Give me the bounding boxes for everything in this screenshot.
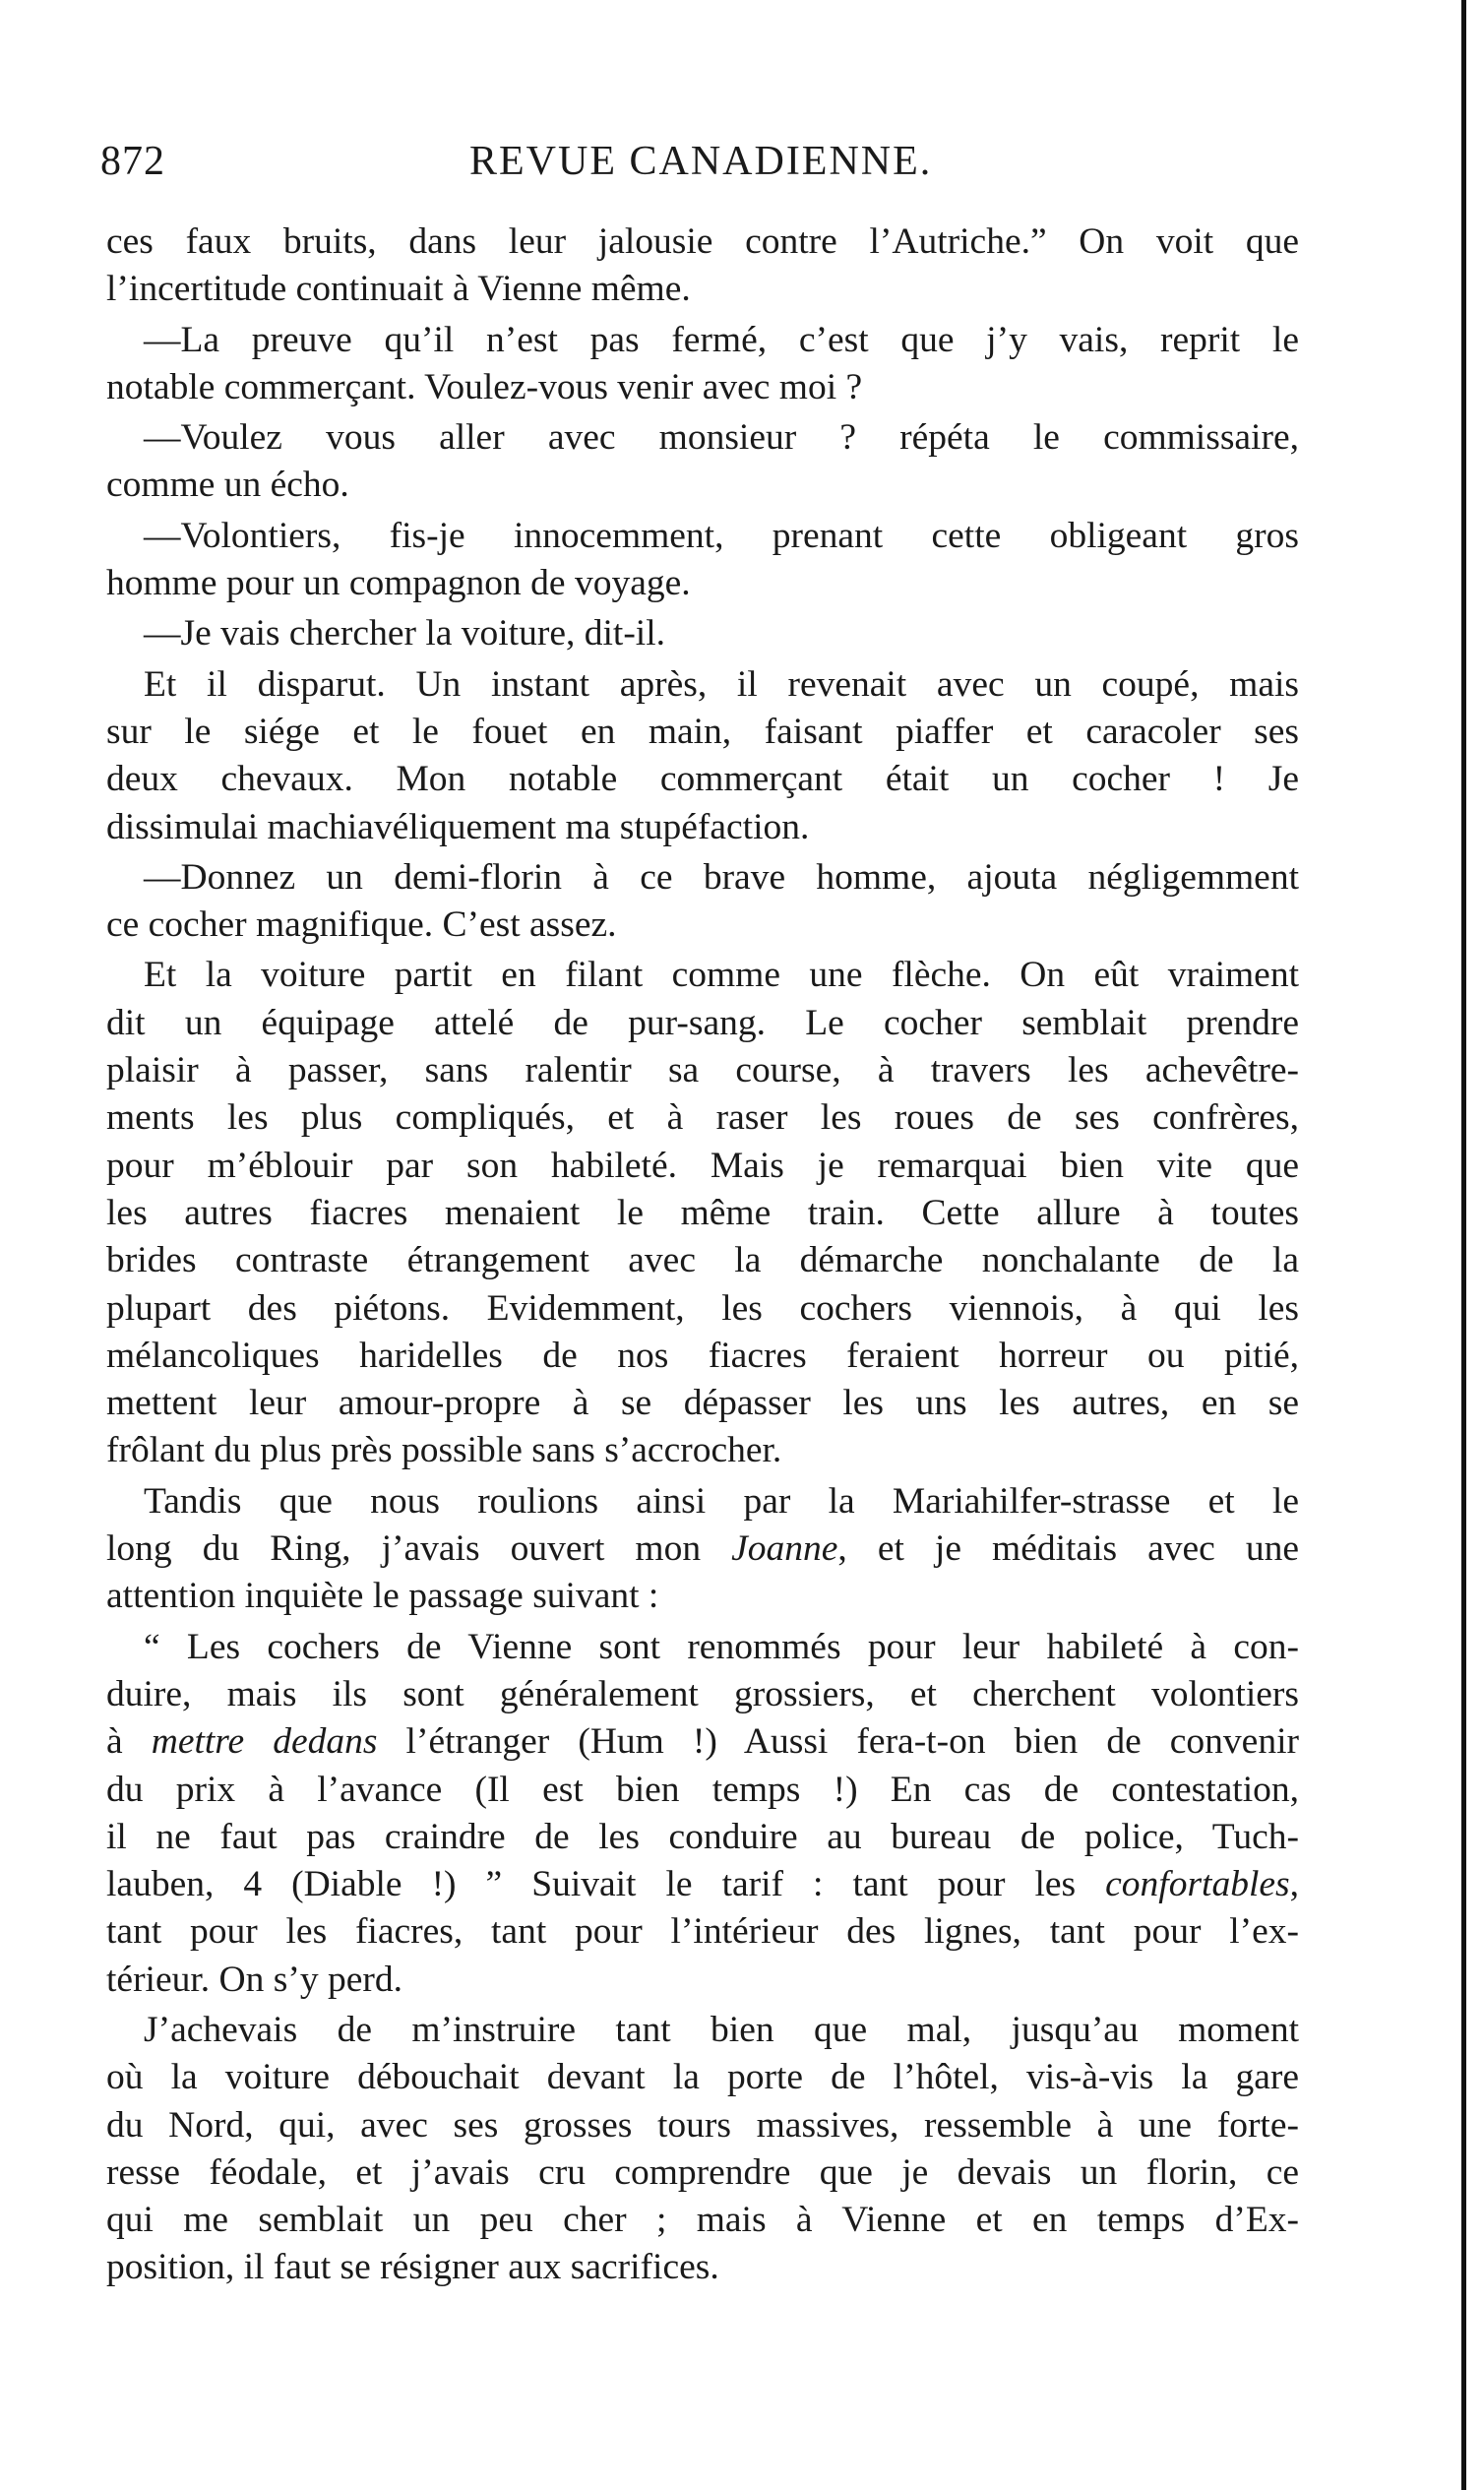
text-line: lauben, 4 (Diable !) ” Suivait le tarif : tant pour les confortables,: [106, 1864, 1299, 1905]
text-line: l’incertitude continuait à Vienne même.: [106, 269, 691, 310]
text-line: position, il faut se résigner aux sacrifices.: [106, 2247, 719, 2288]
text-line: “ Les cochers de Vienne sont renommés pour leur habileté à con-: [144, 1626, 1299, 1667]
text-line: ces faux bruits, dans leur jalousie contre l’Autriche.” On voit que: [106, 221, 1299, 262]
text-line: —Donnez un demi-florin à ce brave homme, ajouta négligemment: [144, 856, 1299, 898]
text-line: duire, mais ils sont généralement grossiers, et cherchent volontiers: [106, 1673, 1299, 1714]
text-line: —La preuve qu’il n’est pas fermé, c’est que j’y vais, reprit le: [144, 319, 1299, 360]
text-line: J’achevais de m’instruire tant bien que mal, jusqu’au moment: [144, 2009, 1299, 2050]
text-line: resse féodale, et j’avais cru comprendre que je devais un florin, ce: [106, 2151, 1299, 2193]
body-text: [106, 218, 1299, 2292]
text-line: notable commerçant. Voulez-vous venir avec moi ?: [106, 366, 863, 407]
italic-phrase: confortables: [1105, 1864, 1290, 1905]
text-line: plupart des piétons. Evidemment, les cochers viennois, à qui les: [106, 1287, 1299, 1329]
text-line: dissimulai machiavéliquement ma stupéfaction.: [106, 806, 810, 847]
text-line: Et la voiture partit en filant comme une flèche. On eût vraiment: [144, 955, 1299, 996]
text-line: —Volontiers, fis-je innocemment, prenant cette obligeant gros: [144, 515, 1299, 556]
text-line: plaisir à passer, sans ralentir sa course, à travers les achevêtre-: [106, 1050, 1299, 1091]
text-line: homme pour un compagnon de voyage.: [106, 563, 691, 604]
text-line: mélancoliques haridelles de nos fiacres feraient horreur ou pitié,: [106, 1335, 1299, 1376]
text-line: Tandis que nous roulions ainsi par la Mariahilfer-strasse et le: [144, 1480, 1299, 1522]
italic-phrase: Joanne: [731, 1528, 838, 1570]
text-line: il ne faut pas craindre de les conduire au bureau de police, Tuch-: [106, 1816, 1299, 1857]
page-header: [100, 138, 1299, 197]
text-line: dit un équipage attelé de pur-sang. Le cocher semblait prendre: [106, 1002, 1299, 1043]
text-line: —Voulez vous aller avec monsieur ? répéta le commissaire,: [144, 417, 1299, 459]
running-title: REVUE CANADIENNE.: [469, 139, 933, 184]
text-line: tant pour les fiacres, tant pour l’intérieur des lignes, tant pour l’ex-: [106, 1911, 1299, 1953]
text-line: les autres fiacres menaient le même train. Cette allure à toutes: [106, 1192, 1299, 1233]
text-line: ce cocher magnifique. C’est assez.: [106, 904, 617, 946]
text-line: ments les plus compliqués, et à raser les roues de ses confrères,: [106, 1097, 1299, 1139]
text-line: comme un écho.: [106, 465, 349, 506]
page-number: 872: [100, 139, 165, 184]
page-edge-rule: [1461, 0, 1466, 2490]
text-line: brides contraste étrangement avec la démarche nonchalante de la: [106, 1240, 1299, 1281]
text-line: long du Ring, j’avais ouvert mon Joanne, et je méditais avec une: [106, 1528, 1299, 1570]
text-line: mettent leur amour-propre à se dépasser les uns les autres, en se: [106, 1383, 1299, 1424]
text-line: frôlant du plus près possible sans s’accrocher.: [106, 1430, 782, 1471]
text-line: à mettre dedans l’étranger (Hum !) Aussi fera-t-on bien de convenir: [106, 1721, 1299, 1763]
text-line: térieur. On s’y perd.: [106, 1959, 402, 2000]
text-line: qui me semblait un peu cher ; mais à Vienne et en temps d’Ex-: [106, 2200, 1299, 2241]
text-line: Et il disparut. Un instant après, il revenait avec un coupé, mais: [144, 663, 1299, 705]
text-line: sur le siége et le fouet en main, faisant piaffer et caracoler ses: [106, 711, 1299, 752]
italic-phrase: mettre dedans: [151, 1721, 378, 1763]
text-line: attention inquiète le passage suivant :: [106, 1576, 659, 1617]
text-line: du Nord, qui, avec ses grosses tours massives, ressemble à une forte-: [106, 2104, 1299, 2146]
text-line: —Je vais chercher la voiture, dit-il.: [144, 613, 666, 654]
text-line: pour m’éblouir par son habileté. Mais je remarquai bien vite que: [106, 1145, 1299, 1186]
text-line: deux chevaux. Mon notable commerçant était un cocher ! Je: [106, 759, 1299, 800]
text-line: du prix à l’avance (Il est bien temps !) En cas de contestation,: [106, 1769, 1299, 1810]
text-line: où la voiture débouchait devant la porte de l’hôtel, vis-à-vis la gare: [106, 2057, 1299, 2098]
